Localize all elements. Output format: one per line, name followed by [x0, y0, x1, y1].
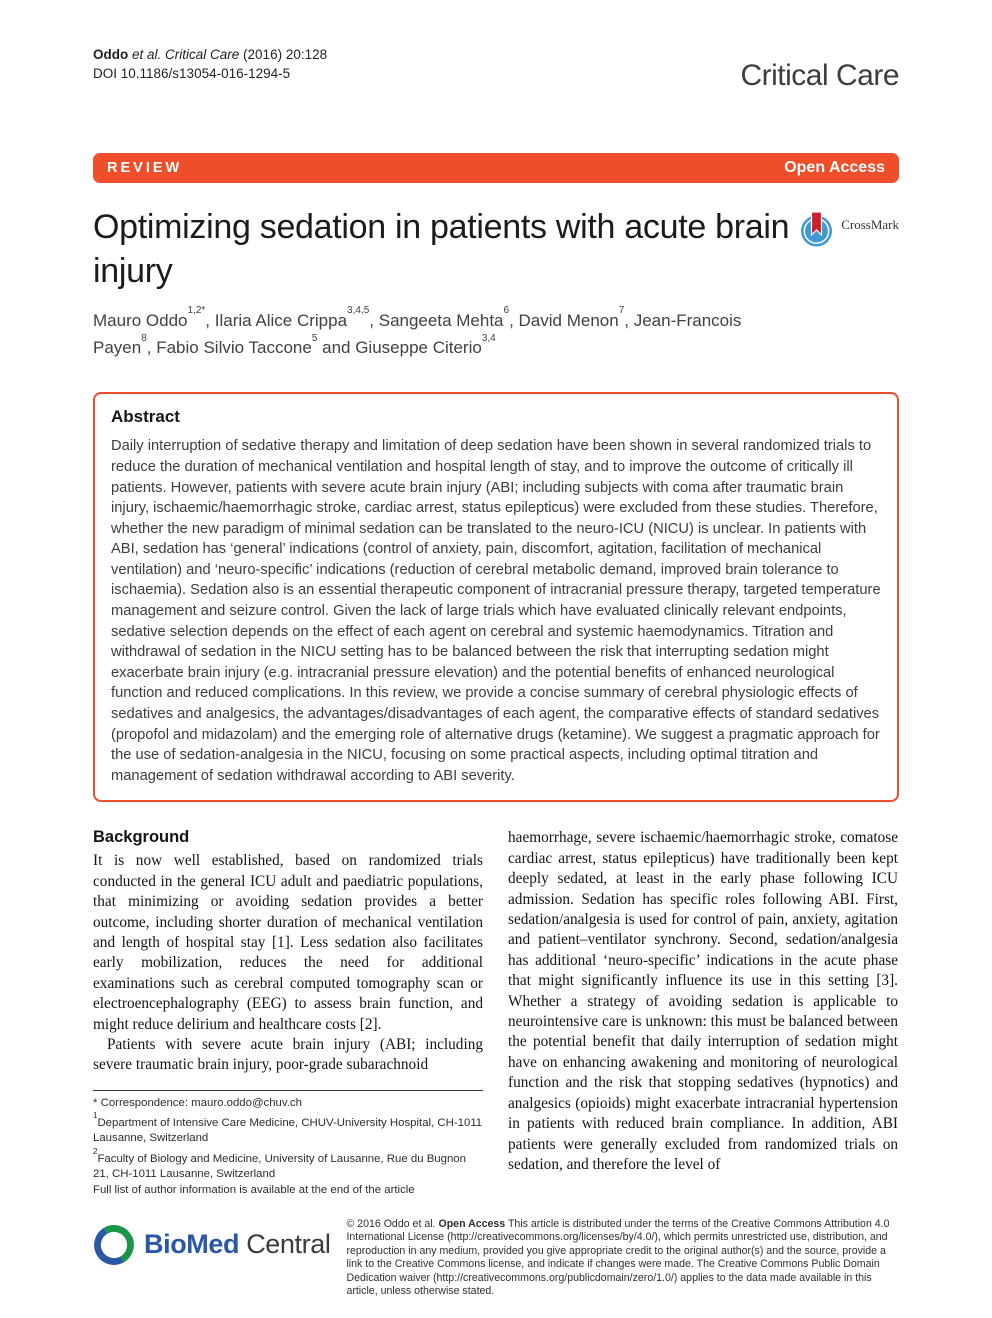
- central-word: Central: [239, 1229, 331, 1260]
- license-open-access-label: Open Access: [438, 1217, 506, 1230]
- citation-journal: et al. Critical Care: [128, 47, 240, 62]
- citation-line: [93, 45, 327, 64]
- author-name: Fabio Silvio Taccone: [156, 338, 312, 358]
- license-copyright: © 2016 Oddo et al.: [346, 1217, 439, 1230]
- author-affiliation-sup: 3,4: [481, 332, 496, 344]
- page-header: [93, 45, 899, 93]
- page-title: Optimizing sedation in patients with acute brain injury: [93, 208, 790, 290]
- author-separator: ,: [205, 310, 215, 330]
- abstract-heading: Abstract: [111, 407, 180, 427]
- affiliation-sup: 1: [93, 1111, 98, 1121]
- body-columns: [93, 828, 899, 1198]
- correspondence-line: [93, 1096, 483, 1111]
- correspondence-email-link[interactable]: mauro.oddo@chuv.ch: [191, 1096, 302, 1109]
- abstract-box: [93, 392, 899, 802]
- author-info-note: Full list of author information is available at the end of the article: [93, 1183, 415, 1196]
- right-column: [508, 828, 898, 1198]
- correspondence-label: * Correspondence:: [93, 1096, 192, 1109]
- affiliation-line: [93, 1147, 483, 1183]
- author-name: Ilaria Alice Crippa: [214, 310, 348, 330]
- license-text: [346, 1218, 899, 1298]
- author: [355, 332, 496, 358]
- author: [93, 305, 215, 330]
- section-heading-background: Background: [93, 828, 190, 847]
- citation-author: Oddo: [93, 47, 129, 62]
- author-separator: and: [317, 338, 356, 358]
- body-paragraph: Patients with severe acute brain injury (ABI; including severe traumatic brain injury, poor-grade subarachnoid: [93, 1036, 483, 1074]
- author-separator: ,: [624, 310, 634, 330]
- author: [214, 305, 379, 330]
- biomed-central-wordmark: [144, 1229, 330, 1260]
- publisher-footer: [93, 1218, 899, 1298]
- left-column: [93, 828, 483, 1198]
- author-affiliation-sup: 7: [618, 305, 625, 316]
- biomed-central-icon: [93, 1224, 135, 1266]
- author-affiliation-sup: 6: [503, 305, 510, 316]
- citation-block: [93, 45, 327, 83]
- biomed-word: BioMed: [144, 1229, 240, 1260]
- doi-line: DOI 10.1186/s13054-016-1294-5: [93, 66, 291, 81]
- biomed-central-logo: [93, 1224, 330, 1266]
- author-separator: ,: [509, 310, 519, 330]
- article-type-banner: [93, 153, 899, 183]
- article-type-label: REVIEW: [107, 160, 183, 176]
- journal-logo-text: Critical Care: [740, 59, 899, 92]
- author-affiliation-sup: 8: [141, 332, 147, 344]
- affiliation-text: Faculty of Biology and Medicine, University of Lausanne, Rue du Bugnon 21, CH-1011 Lausanne, Switzerland: [93, 1152, 466, 1181]
- affiliation-sup: 2: [93, 1146, 98, 1156]
- body-paragraph: It is now well established, based on randomized trials conducted in the general ICU adult and paediatric populations, that minimizing or avoiding sedation provides a better outcome, including shorter duration of mechanical ventilation and length of hospital stay [1]. Less sedation also facilitates early mobilization, reduces the need for additional examinations such as cerebral computed tomography scan or electroencephalography (EEG) to assess brain function, and might reduce delirium and healthcare costs [2].: [93, 852, 483, 1033]
- body-paragraph: haemorrhage, severe ischaemic/haemorrhagic stroke, comatose cardiac arrest, status epilepticus) have traditionally been kept deeply sedated, at least in the early phase following ICU admission. Sedation has specific roles following ABI. First, sedation/analgesia is used for control of pain, anxiety, agitation and patient–ventilator synchrony. Second, sedation/analgesia has additional ‘neuro-specific’ indications in the acute phase that might significantly influence its use in this setting [3]. Whether a strategy of avoiding sedation is applicable to neurointensive care is unknown: this must be balanced between the potential benefit that daily interruption of sedation might have on enhancing awakening and monitoring of neurological function and the risk that stopping sedatives (hypnotics) and analgesics (opioids) might exacerbate intracranial hypertension in patients with reduced brain compliance. In addition, ABI patients were generally excluded from randomized trials on sedation, and therefore the level of: [508, 829, 898, 1173]
- affiliation-line: [93, 1111, 483, 1147]
- citation-volume: (2016) 20:128: [239, 47, 328, 62]
- author-name: Jean-Francois Payen: [93, 310, 742, 358]
- author-name: David Menon: [518, 310, 619, 330]
- author-list: [93, 305, 793, 360]
- author-separator: ,: [146, 338, 157, 358]
- author-affiliation-sup: 1,2*: [187, 305, 206, 316]
- author-name: Giuseppe Citerio: [355, 338, 482, 358]
- author-name: Sangeeta Mehta: [378, 310, 504, 330]
- title-row: [93, 205, 899, 293]
- abstract-text: Daily interruption of sedative therapy and limitation of deep sedation have been shown in several randomized trials to reduce the duration of mechanical ventilation and hospital length of stay, and to improve the outcome of critically ill patients. However, patients with severe acute brain injury (ABI; including subjects with coma after traumatic brain injury, ischaemic/haemorrhagic stroke, cardiac arrest, status epilepticus) were excluded from these studies. Therefore, whether the new paradigm of minimal sedation can be translated to the neuro-ICU (NICU) is unclear. In patients with ABI, sedation has ‘general’ indications (control of anxiety, pain, discomfort, agitation, facilitation of mechanical ventilation) and ‘neuro-specific’ indications (reduction of cerebral metabolic demand, improved brain tolerance to ischaemia). Sedation also is an essential therapeutic component of intracranial pressure therapy, targeted temperature management and seizure control. Given the lack of large trials which have evaluated clinically relevant endpoints, sedative selection depends on the effect of each agent on cerebral and systemic haemodynamics. Titration and withdrawal of sedation in the NICU setting has to be balanced between the risk that interrupting sedation might exacerbate brain injury (e.g. intracranial pressure elevation) and the potential benefits of enhanced neurological function and reduced complications. In this review, we provide a concise summary of cerebral physiologic effects of sedatives and analgesics, the advantages/disadvantages of each agent, the comparative effects of standard sedatives (propofol and midazolam) and the emerging role of alternative drugs (ketamine). We suggest a pragmatic approach for the use of sedation-analgesia in the NICU, focusing on some practical aspects, including optimal titration and management of sedation withdrawal according to ABI severity.: [111, 438, 881, 784]
- crossmark-badge[interactable]: [799, 209, 899, 293]
- footnotes-block: [93, 1090, 483, 1198]
- affiliation-text: Department of Intensive Care Medicine, CHUV-University Hospital, CH-1011 Lausanne, Switzerland: [93, 1117, 483, 1145]
- author-affiliation-sup: 5: [311, 332, 318, 344]
- open-access-label: Open Access: [784, 159, 885, 176]
- author: [156, 332, 356, 358]
- author: [378, 305, 519, 330]
- author-name: Mauro Oddo: [93, 310, 188, 330]
- author-affiliation-sup: 3,4,5: [347, 305, 370, 316]
- author-separator: ,: [369, 310, 379, 330]
- author: [518, 305, 634, 330]
- license-body: This article is distributed under the terms of the Creative Commons Attribution 4.0 International License (http://creativecommons.org/licenses/by/4.0/), which permits unrestricted use, distribution, and reproduction in any medium, provided you give appropriate credit to the original author(s) and the source, provide a link to the Creative Commons license, and indicate if changes were made. The Creative Commons Public Domain Dedication waiver (http://creativecommons.org/publicdomain/zero/1.0/) applies to the data made available in this article, unless otherwise stated.: [346, 1217, 890, 1297]
- crossmark-icon: [799, 209, 835, 249]
- crossmark-label: CrossMark: [841, 217, 899, 232]
